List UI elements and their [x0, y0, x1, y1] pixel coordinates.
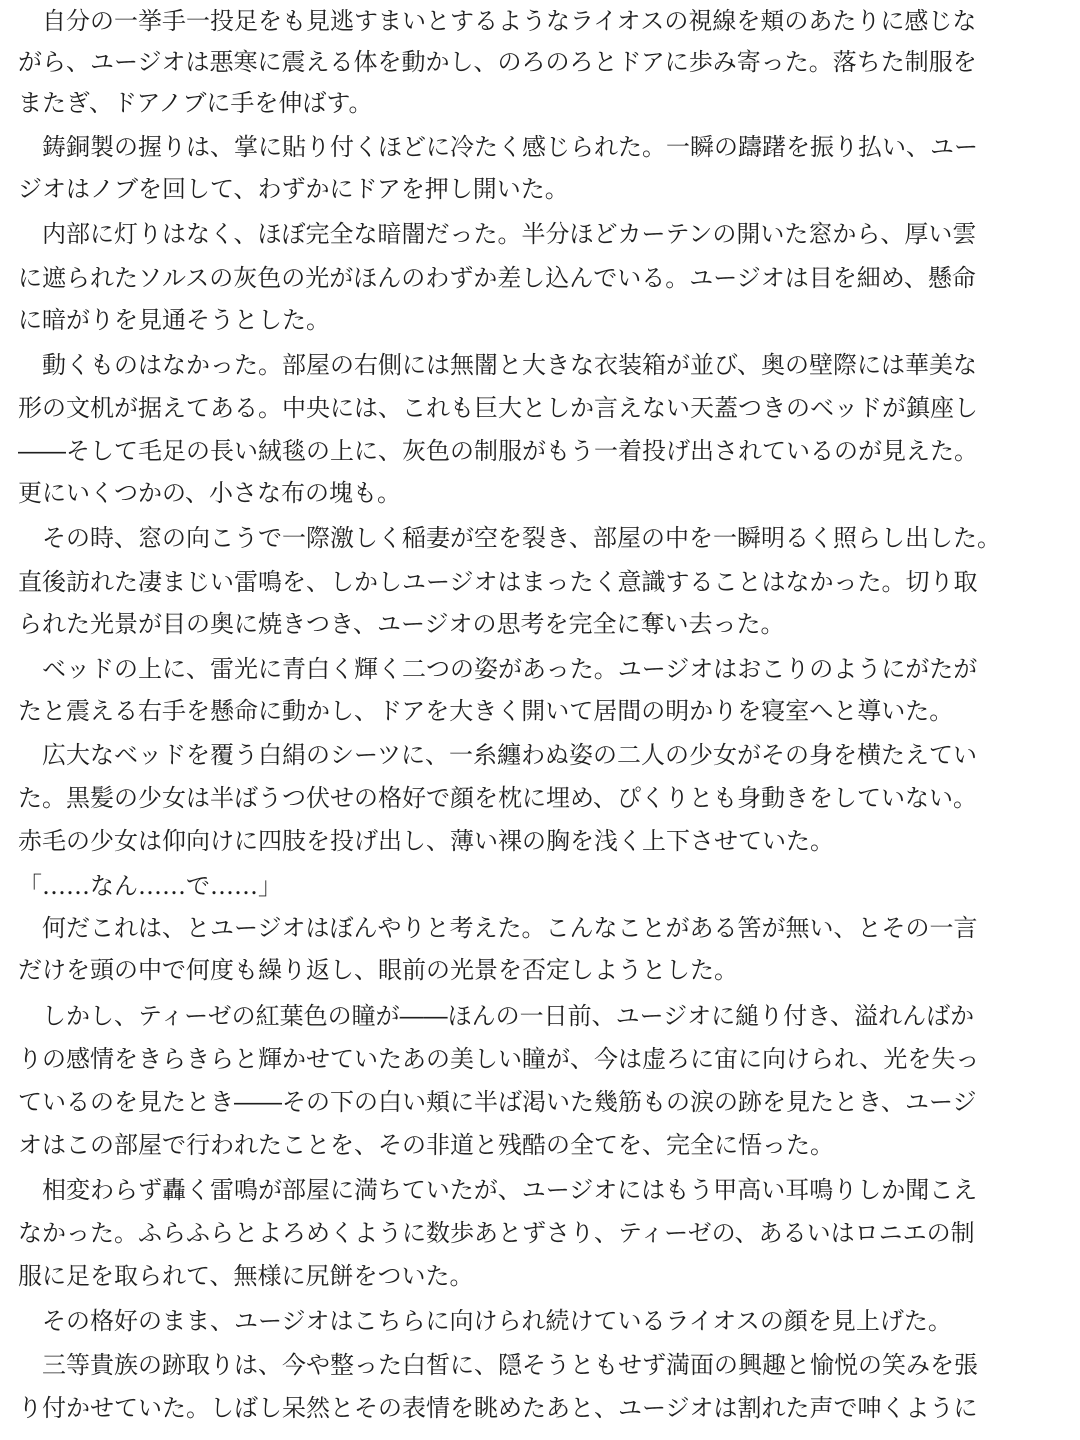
text-line: ――そして毛足の長い絨毯の上に、灰色の制服がもう一着投げ出されているのが見えた。	[18, 437, 978, 465]
text-line: りの感情をきらきらと輝かせていたあの美しい瞳が、今は虚ろに宙に向けられ、光を失っ	[18, 1045, 980, 1073]
text-line: り付かせていた。しばし呆然とその表情を眺めたあと、ユージオは割れた声で呻くように	[18, 1394, 978, 1422]
text-line: ているのを見たとき――その下の白い頬に半ば渇いた幾筋もの涙の跡を見たとき、ユージ	[18, 1088, 977, 1116]
text-line: しかし、ティーゼの紅葉色の瞳が――ほんの一日前、ユージオに縋り付き、溢れんばか	[18, 1002, 975, 1030]
text-line: またぎ、ドアノブに手を伸ばす。	[18, 89, 373, 117]
text-line: 直後訪れた凄まじい雷鳴を、しかしユージオはまったく意識することはなかった。切り取	[18, 568, 978, 596]
text-line: 自分の一挙手一投足をも見逃すまいとするようなライオスの視線を頬のあたりに感じな	[18, 7, 977, 35]
text-line: がら、ユージオは悪寒に震える体を動かし、のろのろとドアに歩み寄った。落ちた制服を	[18, 48, 977, 76]
text-line: 何だこれは、とユージオはぼんやりと考えた。こんなことがある筈が無い、とその一言	[18, 914, 978, 942]
text-line: 赤毛の少女は仰向けに四肢を投げ出し、薄い裸の胸を浅く上下させていた。	[18, 827, 834, 855]
text-line: ジオはノブを回して、わずかにドアを押し開いた。	[18, 175, 569, 203]
text-line: オはこの部屋で行われたことを、その非道と残酷の全てを、完全に悟った。	[18, 1131, 834, 1159]
text-line: なかった。ふらふらとよろめくように数歩あとずさり、ティーゼの、あるいはロニエの制	[18, 1219, 975, 1247]
text-line: その時、窓の向こうで一際激しく稲妻が空を裂き、部屋の中を一瞬明るく照らし出した。	[18, 524, 1002, 552]
text-line: その格好のまま、ユージオはこちらに向けられ続けているライオスの顔を見上げた。	[18, 1307, 952, 1335]
text-line: に遮られたソルスの灰色の光がほんのわずか差し込んでいる。ユージオは目を細め、懸命	[18, 264, 976, 292]
text-line: 内部に灯りはなく、ほぼ完全な暗闇だった。半分ほどカーテンの開いた窓から、厚い雲	[18, 220, 977, 248]
text-line: 三等貴族の跡取りは、今や整った白皙に、隠そうともせず満面の興趣と愉悦の笑みを張	[18, 1351, 978, 1379]
text-line: たと震える右手を懸命に動かし、ドアを大きく開いて居間の明かりを寝室へと導いた。	[18, 697, 954, 725]
text-line: 動くものはなかった。部屋の右側には無闇と大きな衣装箱が並び、奥の壁際には華美な	[18, 351, 978, 379]
text-line: 相変わらず轟く雷鳴が部屋に満ちていたが、ユージオにはもう甲高い耳鳴りしか聞こえ	[18, 1176, 978, 1204]
text-line: 形の文机が据えてある。中央には、これも巨大としか言えない天蓋つきのベッドが鎮座し	[18, 394, 978, 422]
text-line: 広大なベッドを覆う白絹のシーツに、一糸纏わぬ姿の二人の少女がその身を横たえてい	[18, 741, 978, 769]
text-line: 「……なん……で……」	[18, 872, 282, 900]
text-line: 更にいくつかの、小さな布の塊も。	[18, 479, 402, 507]
text-line: た。黒髪の少女は半ばうつ伏せの格好で顔を枕に埋め、ぴくりとも身動きをしていない。	[18, 784, 978, 812]
text-line: られた光景が目の奥に焼きつき、ユージオの思考を完全に奪い去った。	[18, 610, 785, 638]
text-line: に暗がりを見通そうとした。	[18, 306, 330, 334]
text-line: 服に足を取られて、無様に尻餅をついた。	[18, 1262, 474, 1290]
text-line: だけを頭の中で何度も繰り返し、眼前の光景を否定しようとした。	[18, 956, 738, 984]
text-line: ベッドの上に、雷光に青白く輝く二つの姿があった。ユージオはおこりのようにがたが	[18, 655, 978, 683]
text-line: 鋳銅製の握りは、掌に貼り付くほどに冷たく感じられた。一瞬の躊躇を振り払い、ユー	[18, 133, 978, 161]
